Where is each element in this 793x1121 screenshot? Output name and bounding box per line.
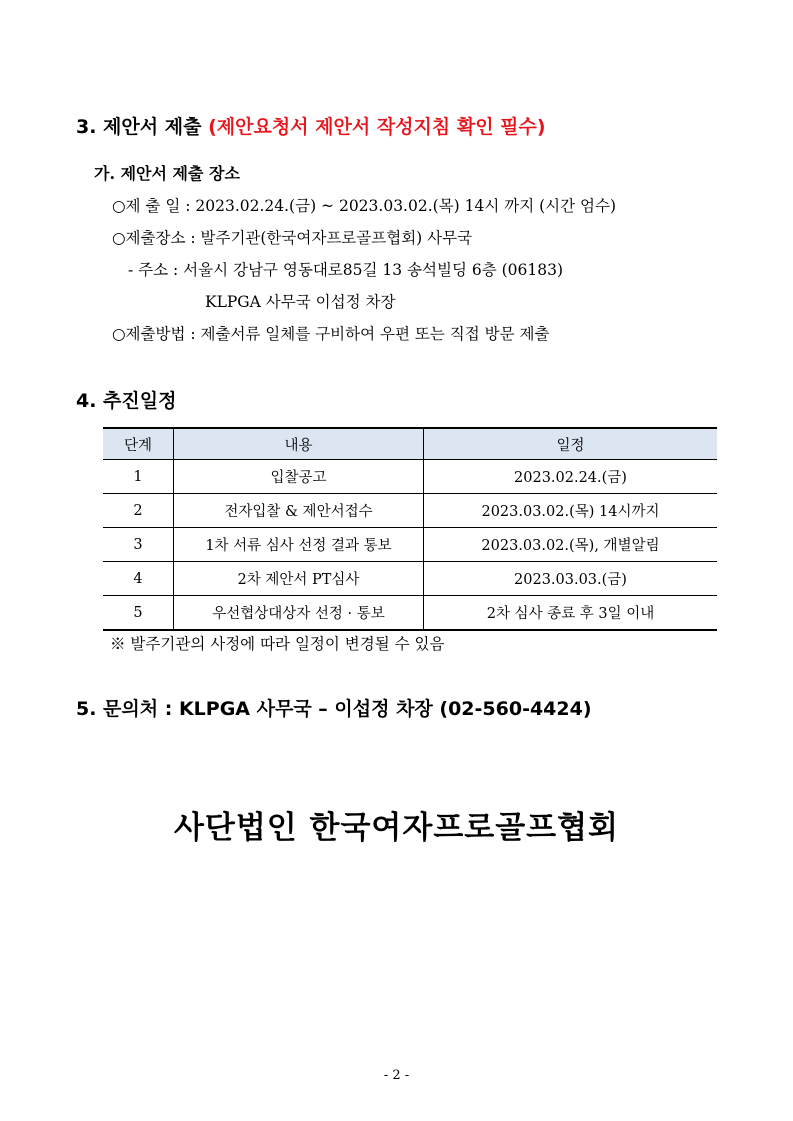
header-schedule: 일정 [424,428,718,460]
schedule-table [103,427,717,631]
submission-method-line: ○제출방법 : 제출서류 일체를 구비하여 우편 또는 직접 방문 제출 [112,325,550,343]
contact-person-line: KLPGA 사무국 이섭정 차장 [205,293,396,311]
row-content: 2차 제안서 PT심사 [174,562,424,596]
submission-date-line: ○제 출 일 : 2023.02.24.(금) ~ 2023.03.02.(목) 14시 까지 (시간 엄수) [112,197,617,215]
table-row [103,460,717,494]
row-schedule: 2023.02.24.(금) [424,460,718,494]
submission-place-line: ○제출장소 : 발주기관(한국여자프로골프협회) 사무국 [112,229,473,247]
table-row [103,596,717,631]
section-3-heading [76,112,546,139]
section-5-contact: 5. 문의처 : KLPGA 사무국 – 이섭정 차장 (02-560-4424) [76,698,592,720]
section-3-note: (제안요청서 제안서 작성지침 확인 필수) [208,116,546,138]
row-step: 1 [103,460,174,494]
row-content: 입찰공고 [174,460,424,494]
address-line: - 주소 : 서울시 강남구 영동대로85길 13 송석빌딩 6층 (06183) [128,261,564,279]
table-row [103,528,717,562]
header-content: 내용 [174,428,424,460]
row-schedule: 2023.03.02.(목) 14시까지 [424,494,718,528]
row-schedule: 2023.03.02.(목), 개별알림 [424,528,718,562]
row-content: 전자입찰 & 제안서접수 [174,494,424,528]
row-step: 5 [103,596,174,631]
section-4-title: 4. 추진일정 [76,390,177,412]
organization-name: 사단법인 한국여자프로골프협회 [173,810,620,846]
section-3-title: 3. 제안서 제출 [76,116,202,138]
section-3-subheading: 가. 제안서 제출 장소 [94,164,240,183]
table-row [103,494,717,528]
row-content: 우선협상대상자 선정 · 통보 [174,596,424,631]
table-header-row [103,428,717,460]
row-step: 4 [103,562,174,596]
row-step: 2 [103,494,174,528]
row-step: 3 [103,528,174,562]
table-row [103,562,717,596]
row-schedule: 2차 심사 종료 후 3일 이내 [424,596,718,631]
header-step: 단계 [103,428,174,460]
schedule-footnote: ※ 발주기관의 사정에 따라 일정이 변경될 수 있음 [110,635,445,653]
row-content: 1차 서류 심사 선정 결과 통보 [174,528,424,562]
row-schedule: 2023.03.03.(금) [424,562,718,596]
page-number: - 2 - [383,1068,410,1083]
